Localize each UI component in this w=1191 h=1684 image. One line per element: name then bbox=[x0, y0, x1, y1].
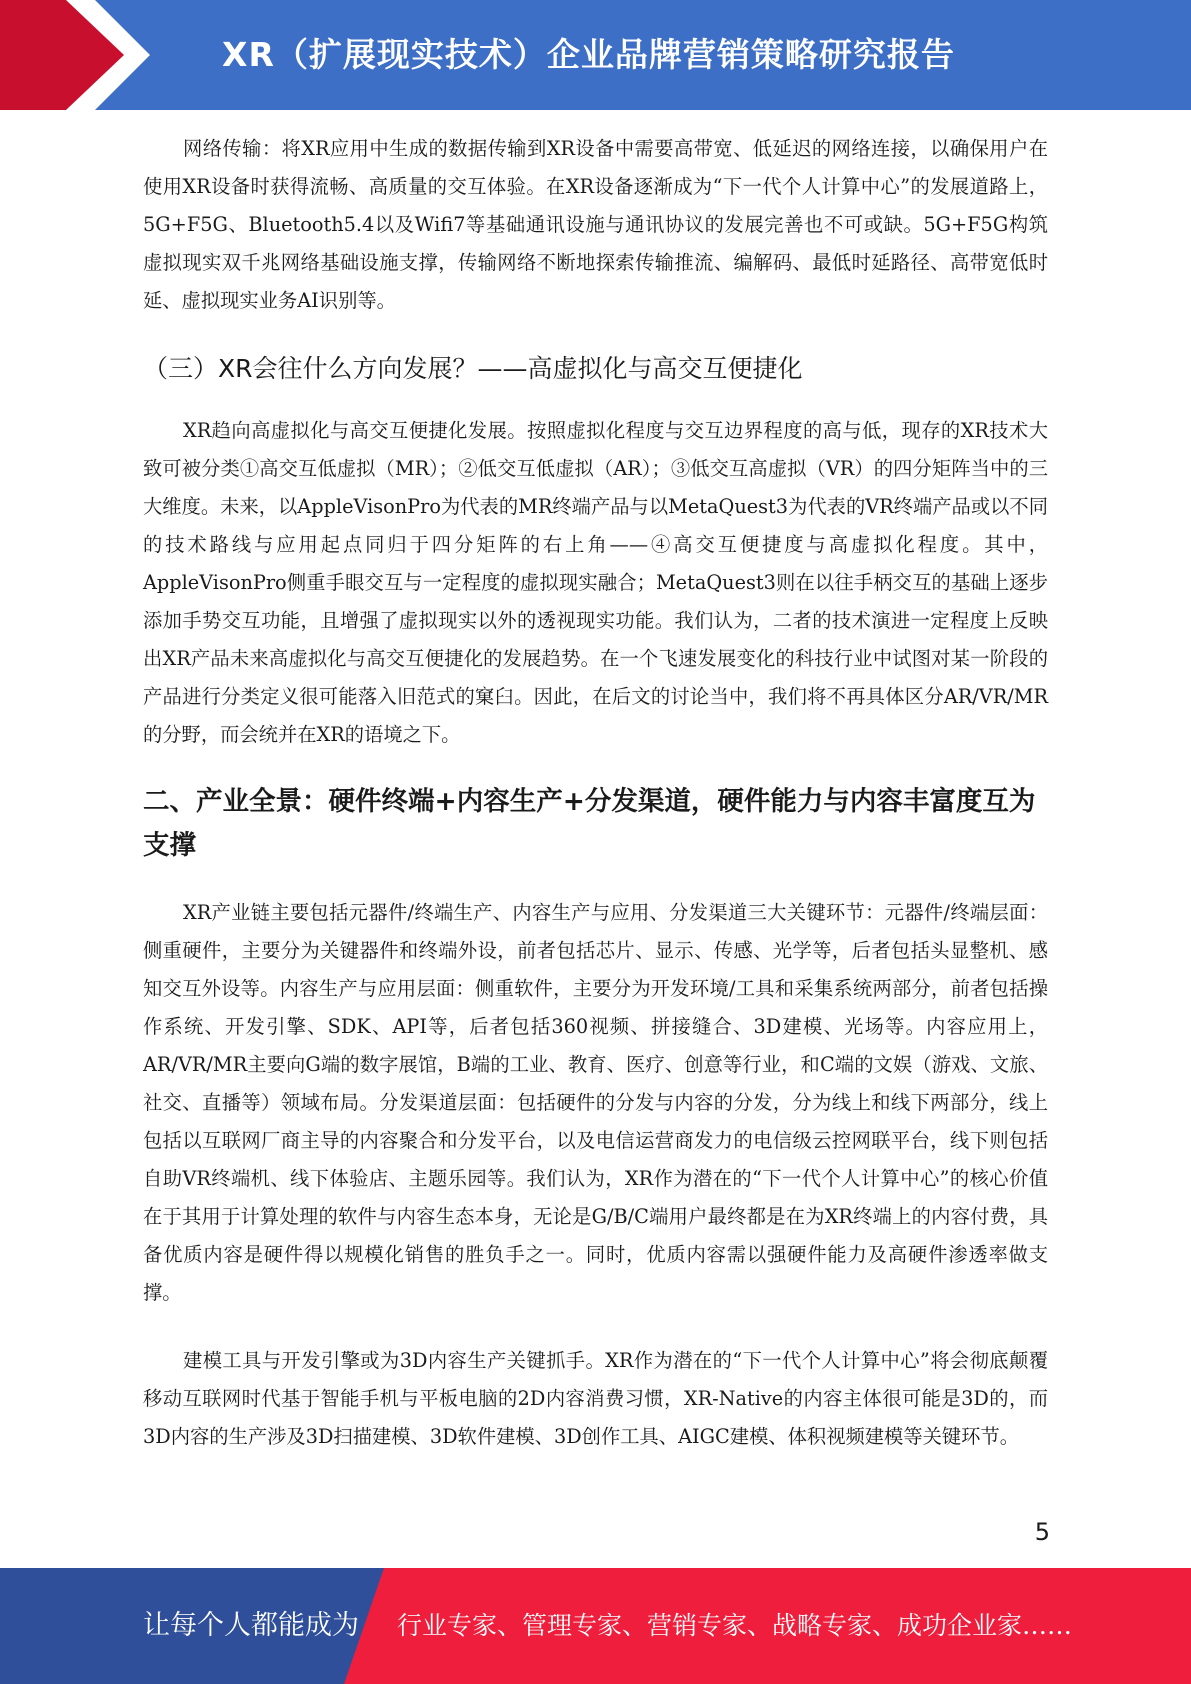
footer-slogan-right: 行业专家、管理专家、营销专家、战略专家、成功企业家…… bbox=[397, 1611, 1073, 1640]
header-red-chevron bbox=[0, 0, 150, 110]
subheading-xr-direction: （三）XR会往什么方向发展？——高虚拟化与高交互便捷化 bbox=[143, 354, 803, 383]
main-content bbox=[143, 130, 1048, 1456]
report-title: XR（扩展现实技术）企业品牌营销策略研究报告 bbox=[222, 35, 955, 74]
footer-slogan-left: 让每个人都能成为 bbox=[143, 1610, 359, 1641]
paragraph-modeling-tools: 建模工具与开发引擎或为3D内容生产关键抓手。XR作为潜在的“下一代个人计算中心”将会彻底颠覆移动互联网时代基于智能手机与平板电脑的2D内容消费习惯，XR-Native的内容主体很可能是3D的，而3D内容的生产涉及3D扫描建模、3D软件建模、3D创作工具、AIGC建模、体积视频建模等关键环节。 bbox=[143, 1349, 1048, 1448]
paragraph-xr-direction: XR趋向高虚拟化与高交互便捷化发展。按照虚拟化程度与交互边界程度的高与低，现存的XR技术大致可被分类①高交互低虚拟（MR）；②低交互低虚拟（AR）；③低交互高虚拟（VR）的四分矩阵当中的三大维度。未来，以AppleVisonPro为代表的MR终端产品与以MetaQuest3为代表的VR终端产品或以不同的技术路线与应用起点同归于四分矩阵的右上角——④高交互便捷度与高虚拟化程度。其中，AppleVisonPro侧重手眼交互与一定程度的虚拟现实融合；MetaQuest3则在以往手柄交互的基础上逐步添加手势交互功能，且增强了虚拟现实以外的透视现实功能。我们认为，二者的技术演进一定程度上反映出XR产品未来高虚拟化与高交互便捷化的发展趋势。在一个飞速发展变化的科技行业中试图对某一阶段的产品进行分类定义很可能落入旧范式的窠臼。因此，在后文的讨论当中，我们将不再具体区分AR/VR/MR的分野，而会统并在XR的语境之下。 bbox=[143, 419, 1048, 746]
page-footer bbox=[0, 1568, 1191, 1684]
paragraph-network-transmission: 网络传输：将XR应用中生成的数据传输到XR设备中需要高带宽、低延迟的网络连接，以确保用户在使用XR设备时获得流畅、高质量的交互体验。在XR设备逐渐成为“下一代个人计算中心”的发展道路上，5G+F5G、Bluetooth5.4以及Wifi7等基础通讯设施与通讯协议的发展完善也不可或缺。5G+F5G构筑虚拟现实双千兆网络基础设施支撑，传输网络不断地探索传输推流、编解码、最低时延路径、高带宽低时延、虚拟现实业务AI识别等。 bbox=[143, 137, 1048, 312]
paragraph-industry-chain: XR产业链主要包括元器件/终端生产、内容生产与应用、分发渠道三大关键环节：元器件/终端层面：侧重硬件，主要分为关键器件和终端外设，前者包括芯片、显示、传感、光学等，后者包括头显整机、感知交互外设等。内容生产与应用层面：侧重软件，主要分为开发环境/工具和采集系统两部分，前者包括操作系统、开发引擎、SDK、API等，后者包括360视频、拼接缝合、3D建模、光场等。内容应用上，AR/VR/MR主要向G端的数字展馆，B端的工业、教育、医疗、创意等行业，和C端的文娱（游戏、文旅、社交、直播等）领域布局。分发渠道层面：包括硬件的分发与内容的分发，分为线上和线下两部分，线上包括以互联网厂商主导的内容聚合和分发平台，以及电信运营商发力的电信级云控网联平台，线下则包括自助VR终端机、线下体验店、主题乐园等。我们认为，XR作为潜在的“下一代个人计算中心”的核心价值在于其用于计算处理的软件与内容生态本身，无论是G/B/C端用户最终都是在为XR终端上的内容付费，具备优质内容是硬件得以规模化销售的胜负手之一。同时，优质内容需以强硬件能力及高硬件渗透率做支撑。 bbox=[143, 901, 1048, 1304]
page-header bbox=[0, 0, 1191, 110]
section-heading-industry-overview: 二、产业全景：硬件终端+内容生产+分发渠道，硬件能力与内容丰富度互为支撑 bbox=[143, 786, 1036, 861]
page-number: 5 bbox=[1034, 1518, 1050, 1546]
